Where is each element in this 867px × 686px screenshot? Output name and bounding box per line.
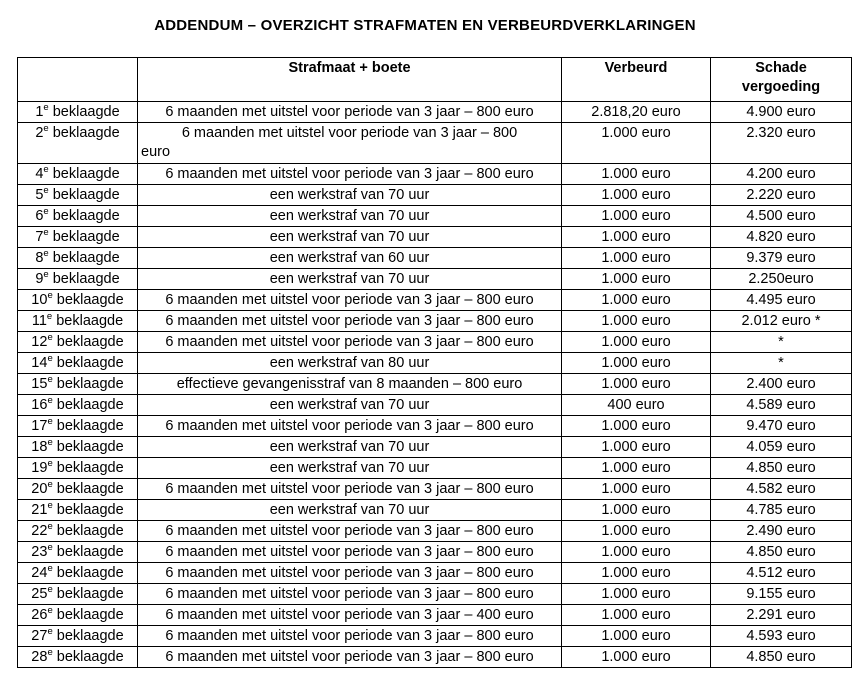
defendant-ordinal-suffix: e — [43, 227, 49, 239]
sentence-cell — [138, 584, 562, 605]
defendant-word: beklaagde — [52, 104, 120, 120]
sentence-cell — [138, 458, 562, 479]
damages-cell: 2.490 euro — [711, 521, 852, 542]
forfeiture-cell: 1.000 euro — [562, 521, 711, 542]
table-row — [18, 458, 852, 479]
forfeiture-cell: 1.000 euro — [562, 248, 711, 269]
damages-cell: 4.785 euro — [711, 500, 852, 521]
forfeiture-cell: 1.000 euro — [562, 227, 711, 248]
table-row — [18, 164, 852, 185]
defendant-number: 4 — [35, 166, 44, 182]
sentence-cell — [138, 542, 562, 563]
defendant-ordinal-suffix: e — [47, 437, 53, 449]
defendant-word: beklaagde — [56, 565, 124, 581]
defendant-number: 15 — [31, 376, 48, 392]
table-row — [18, 227, 852, 248]
defendant-word: beklaagde — [52, 229, 120, 245]
table-row — [18, 269, 852, 290]
forfeiture-cell: 400 euro — [562, 395, 711, 416]
defendant-cell — [18, 206, 138, 227]
defendant-number: 18 — [31, 439, 48, 455]
forfeiture-cell: 2.818,20 euro — [562, 102, 711, 123]
damages-cell: 2.012 euro * — [711, 311, 852, 332]
forfeiture-cell: 1.000 euro — [562, 206, 711, 227]
sentence-cell — [138, 102, 562, 123]
sentence-text: 6 maanden met uitstel voor periode van 3 jaar – 800 euro — [165, 481, 534, 497]
forfeiture-cell: 1.000 euro — [562, 605, 711, 626]
sentence-text: een werkstraf van 70 uur — [269, 502, 430, 518]
forfeiture-cell: 1.000 euro — [562, 626, 711, 647]
forfeiture-cell: 1.000 euro — [562, 563, 711, 584]
sentence-text: 6 maanden met uitstel voor periode van 3 jaar – 800 euro — [165, 313, 534, 329]
sentence-cell — [138, 332, 562, 353]
defendant-ordinal-suffix: e — [47, 605, 53, 617]
defendant-word: beklaagde — [56, 502, 124, 518]
defendant-cell — [18, 102, 138, 123]
table-row — [18, 626, 852, 647]
defendant-number: 10 — [31, 292, 48, 308]
defendant-ordinal-suffix: e — [47, 458, 53, 470]
defendant-word: beklaagde — [52, 271, 120, 287]
defendant-word: beklaagde — [52, 250, 120, 266]
defendant-ordinal-suffix: e — [47, 542, 53, 554]
table-row — [18, 542, 852, 563]
table-row — [18, 290, 852, 311]
defendant-ordinal-suffix: e — [43, 123, 49, 135]
defendant-cell — [18, 269, 138, 290]
defendant-cell — [18, 605, 138, 626]
table-row — [18, 332, 852, 353]
damages-cell: 4.495 euro — [711, 290, 852, 311]
forfeiture-cell: 1.000 euro — [562, 437, 711, 458]
sentence-text: 6 maanden met uitstel voor periode van 3 jaar – 800 euro — [165, 292, 534, 308]
defendant-number: 21 — [31, 502, 48, 518]
defendant-cell — [18, 185, 138, 206]
table-row — [18, 584, 852, 605]
defendant-ordinal-suffix: e — [47, 374, 53, 386]
sentence-cell — [138, 248, 562, 269]
defendant-cell — [18, 542, 138, 563]
defendant-ordinal-suffix: e — [47, 584, 53, 596]
forfeiture-cell: 1.000 euro — [562, 647, 711, 668]
sentence-text-continued: euro — [141, 144, 171, 160]
sentence-text: 6 maanden met uitstel voor periode van 3 jaar – 800 euro — [165, 418, 534, 434]
sentence-text: 6 maanden met uitstel voor periode van 3 jaar – 800 — [181, 125, 518, 141]
defendant-number: 5 — [35, 187, 44, 203]
sentence-cell — [138, 374, 562, 395]
damages-cell: 4.850 euro — [711, 542, 852, 563]
damages-cell: 4.820 euro — [711, 227, 852, 248]
sentence-cell — [138, 437, 562, 458]
sentence-cell — [138, 605, 562, 626]
damages-cell: 2.291 euro — [711, 605, 852, 626]
defendant-word: beklaagde — [56, 397, 124, 413]
table-row — [18, 248, 852, 269]
defendant-ordinal-suffix: e — [43, 269, 49, 281]
defendant-number: 11 — [31, 313, 47, 329]
sentence-text: een werkstraf van 70 uur — [269, 439, 430, 455]
sentence-cell — [138, 290, 562, 311]
defendant-word: beklaagde — [56, 355, 124, 371]
defendant-cell — [18, 584, 138, 605]
defendant-cell — [18, 521, 138, 542]
sentence-cell — [138, 269, 562, 290]
defendant-word: beklaagde — [52, 208, 120, 224]
forfeiture-cell: 1.000 euro — [562, 458, 711, 479]
sentence-text: een werkstraf van 70 uur — [269, 229, 430, 245]
sentence-cell — [138, 164, 562, 185]
defendant-ordinal-suffix: e — [43, 102, 49, 114]
damages-cell: * — [711, 332, 852, 353]
sentence-text: een werkstraf van 70 uur — [269, 460, 430, 476]
sentence-text: 6 maanden met uitstel voor periode van 3 jaar – 800 euro — [165, 334, 534, 350]
sentence-cell — [138, 185, 562, 206]
defendant-word: beklaagde — [56, 376, 124, 392]
defendant-ordinal-suffix: e — [47, 647, 53, 659]
defendant-cell — [18, 123, 138, 164]
damages-cell: 2.220 euro — [711, 185, 852, 206]
damages-cell: 9.470 euro — [711, 416, 852, 437]
sentence-text: een werkstraf van 70 uur — [269, 187, 430, 203]
sentence-cell — [138, 416, 562, 437]
table-row — [18, 206, 852, 227]
sentence-text: 6 maanden met uitstel voor periode van 3 jaar – 800 euro — [165, 544, 534, 560]
defendant-ordinal-suffix: e — [47, 332, 53, 344]
sentence-cell — [138, 206, 562, 227]
defendant-number: 12 — [31, 334, 48, 350]
defendant-cell — [18, 374, 138, 395]
sentence-text: een werkstraf van 70 uur — [269, 208, 430, 224]
table-row — [18, 605, 852, 626]
damages-cell: 9.155 euro — [711, 584, 852, 605]
defendant-ordinal-suffix: e — [47, 290, 53, 302]
damages-cell: 4.589 euro — [711, 395, 852, 416]
defendant-number: 20 — [31, 481, 48, 497]
header-schade-vergoeding-label: Schade vergoeding — [741, 60, 821, 95]
defendant-cell — [18, 227, 138, 248]
defendant-number: 8 — [35, 250, 44, 266]
sentence-text: 6 maanden met uitstel voor periode van 3 jaar – 800 euro — [165, 565, 534, 581]
sentence-text: 6 maanden met uitstel voor periode van 3 jaar – 800 euro — [165, 166, 534, 182]
damages-cell: 4.850 euro — [711, 458, 852, 479]
defendant-number: 24 — [31, 565, 48, 581]
forfeiture-cell: 1.000 euro — [562, 332, 711, 353]
forfeiture-cell: 1.000 euro — [562, 500, 711, 521]
defendant-number: 23 — [31, 544, 48, 560]
sentence-cell — [138, 521, 562, 542]
sentence-cell — [138, 647, 562, 668]
sentence-text: 6 maanden met uitstel voor periode van 3 jaar – 800 euro — [165, 586, 534, 602]
sentence-text: 6 maanden met uitstel voor periode van 3 jaar – 800 euro — [165, 104, 534, 120]
forfeiture-cell: 1.000 euro — [562, 269, 711, 290]
sentence-cell — [138, 123, 562, 164]
header-defendant-column — [18, 58, 138, 102]
defendant-number: 19 — [31, 460, 48, 476]
sentence-text: 6 maanden met uitstel voor periode van 3 jaar – 800 euro — [165, 628, 534, 644]
defendant-cell — [18, 290, 138, 311]
defendant-word: beklaagde — [56, 607, 124, 623]
sentence-cell — [138, 479, 562, 500]
forfeiture-cell: 1.000 euro — [562, 164, 711, 185]
defendant-number: 16 — [31, 397, 48, 413]
defendant-word: beklaagde — [56, 649, 124, 665]
defendant-ordinal-suffix: e — [47, 353, 53, 365]
defendant-cell — [18, 479, 138, 500]
defendant-cell — [18, 563, 138, 584]
defendant-number: 9 — [35, 271, 44, 287]
defendant-word: beklaagde — [56, 418, 124, 434]
document-title: ADDENDUM – OVERZICHT STRAFMATEN EN VERBEURDVERKLARINGEN — [154, 17, 696, 34]
forfeiture-cell: 1.000 euro — [562, 123, 711, 164]
table-row — [18, 311, 852, 332]
defendant-ordinal-suffix: e — [43, 164, 49, 176]
header-verbeurd: Verbeurd — [562, 58, 711, 102]
forfeiture-cell: 1.000 euro — [562, 542, 711, 563]
sentence-text: 6 maanden met uitstel voor periode van 3 jaar – 800 euro — [165, 523, 534, 539]
damages-cell: 4.593 euro — [711, 626, 852, 647]
table-row — [18, 353, 852, 374]
defendant-word: beklaagde — [56, 313, 124, 329]
defendant-ordinal-suffix: e — [47, 479, 53, 491]
document-page — [0, 17, 867, 686]
damages-cell: 4.850 euro — [711, 647, 852, 668]
sentence-text: een werkstraf van 80 uur — [269, 355, 430, 371]
defendant-number: 2 — [35, 125, 44, 141]
defendant-cell — [18, 332, 138, 353]
strafmaten-table — [17, 57, 852, 668]
table-row — [18, 374, 852, 395]
defendant-ordinal-suffix: e — [47, 521, 53, 533]
defendant-number: 17 — [31, 418, 48, 434]
defendant-word: beklaagde — [56, 586, 124, 602]
defendant-number: 27 — [31, 628, 48, 644]
defendant-word: beklaagde — [52, 166, 120, 182]
forfeiture-cell: 1.000 euro — [562, 185, 711, 206]
defendant-cell — [18, 248, 138, 269]
defendant-number: 6 — [35, 208, 44, 224]
defendant-cell — [18, 416, 138, 437]
defendant-ordinal-suffix: e — [47, 500, 53, 512]
defendant-ordinal-suffix: e — [46, 311, 53, 323]
forfeiture-cell: 1.000 euro — [562, 353, 711, 374]
defendant-number: 1 — [35, 104, 44, 120]
table-row — [18, 479, 852, 500]
damages-cell: 4.500 euro — [711, 206, 852, 227]
sentence-text: effectieve gevangenisstraf van 8 maanden – 800 euro — [176, 376, 523, 392]
defendant-number: 28 — [31, 649, 48, 665]
forfeiture-cell: 1.000 euro — [562, 479, 711, 500]
defendant-word: beklaagde — [56, 292, 124, 308]
header-row — [18, 58, 852, 102]
sentence-cell — [138, 500, 562, 521]
damages-cell: 2.400 euro — [711, 374, 852, 395]
sentence-text: 6 maanden met uitstel voor periode van 3 jaar – 800 euro — [165, 649, 534, 665]
sentence-text: een werkstraf van 70 uur — [269, 397, 430, 413]
damages-cell: 9.379 euro — [711, 248, 852, 269]
damages-cell: 2.250euro — [711, 269, 852, 290]
defendant-cell — [18, 647, 138, 668]
damages-cell: 2.320 euro — [711, 123, 852, 164]
defendant-cell — [18, 164, 138, 185]
defendant-number: 22 — [31, 523, 48, 539]
sentence-cell — [138, 395, 562, 416]
defendant-word: beklaagde — [56, 628, 124, 644]
table-row — [18, 102, 852, 123]
defendant-word: beklaagde — [56, 481, 124, 497]
defendant-ordinal-suffix: e — [43, 206, 49, 218]
defendant-number: 25 — [31, 586, 48, 602]
sentence-cell — [138, 311, 562, 332]
defendant-cell — [18, 500, 138, 521]
damages-cell: 4.900 euro — [711, 102, 852, 123]
sentence-text: een werkstraf van 70 uur — [269, 271, 430, 287]
defendant-word: beklaagde — [52, 125, 120, 141]
damages-cell: * — [711, 353, 852, 374]
sentence-text: een werkstraf van 60 uur — [269, 250, 430, 266]
defendant-word: beklaagde — [56, 334, 124, 350]
defendant-word: beklaagde — [52, 187, 120, 203]
forfeiture-cell: 1.000 euro — [562, 290, 711, 311]
damages-cell: 4.059 euro — [711, 437, 852, 458]
forfeiture-cell: 1.000 euro — [562, 374, 711, 395]
damages-cell: 4.200 euro — [711, 164, 852, 185]
table-row — [18, 123, 852, 164]
table-row — [18, 437, 852, 458]
sentence-cell — [138, 626, 562, 647]
damages-cell: 4.582 euro — [711, 479, 852, 500]
table-row — [18, 416, 852, 437]
table-row — [18, 395, 852, 416]
forfeiture-cell: 1.000 euro — [562, 416, 711, 437]
defendant-ordinal-suffix: e — [47, 563, 53, 575]
defendant-ordinal-suffix: e — [47, 626, 53, 638]
defendant-cell — [18, 353, 138, 374]
forfeiture-cell: 1.000 euro — [562, 584, 711, 605]
forfeiture-cell: 1.000 euro — [562, 311, 711, 332]
header-strafmaat: Strafmaat + boete — [138, 58, 562, 102]
defendant-number: 7 — [35, 229, 44, 245]
defendant-cell — [18, 395, 138, 416]
table-row — [18, 185, 852, 206]
table-row — [18, 500, 852, 521]
sentence-cell — [138, 563, 562, 584]
defendant-ordinal-suffix: e — [47, 416, 53, 428]
table-row — [18, 563, 852, 584]
header-schade-vergoeding — [711, 58, 852, 102]
defendant-ordinal-suffix: e — [43, 248, 49, 260]
defendant-cell — [18, 311, 138, 332]
defendant-ordinal-suffix: e — [43, 185, 49, 197]
defendant-word: beklaagde — [56, 523, 124, 539]
table-row — [18, 647, 852, 668]
defendant-cell — [18, 458, 138, 479]
table-row — [18, 521, 852, 542]
defendant-cell — [18, 437, 138, 458]
defendant-number: 14 — [31, 355, 48, 371]
defendant-word: beklaagde — [56, 544, 124, 560]
sentence-cell — [138, 353, 562, 374]
defendant-word: beklaagde — [56, 460, 124, 476]
defendant-word: beklaagde — [56, 439, 124, 455]
defendant-cell — [18, 626, 138, 647]
defendant-number: 26 — [31, 607, 48, 623]
damages-cell: 4.512 euro — [711, 563, 852, 584]
sentence-cell — [138, 227, 562, 248]
defendant-ordinal-suffix: e — [47, 395, 53, 407]
sentence-text: 6 maanden met uitstel voor periode van 3 jaar – 400 euro — [165, 607, 534, 623]
